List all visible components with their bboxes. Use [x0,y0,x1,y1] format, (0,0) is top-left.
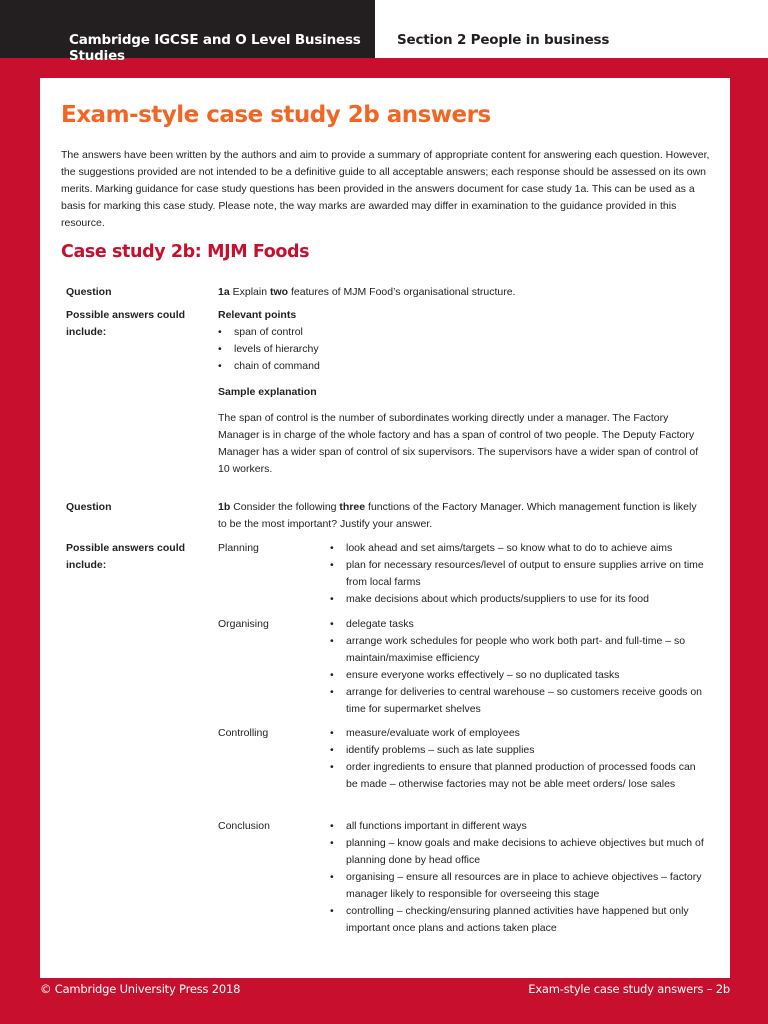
answers-label-1b: Possible answers could include: [66,542,186,571]
function-name-conclusion: Conclusion [218,820,270,832]
list-item: • arrange work schedules for people who work both part- and full-time – so maintain/maximise efficiency [330,633,705,667]
list-item: • planning – know goals and make decisions to achieve objectives but much of planning done by head office [330,835,705,869]
list-item: • span of control [218,324,708,341]
question-text-pre: Explain [232,286,268,298]
header-section-bar [375,0,768,58]
relevant-points-heading: Relevant points [218,309,297,321]
page-title: Exam-style case study 2b answers [61,102,491,128]
organising-points [330,616,705,718]
intro-paragraph: The answers have been written by the authors and aim to provide a summary of appropriate content for answering each question. However, the suggestions provided are not intended to be a definitive guide to all acceptable answers; each response should be assessed on its own merits. Marking guidance for case study questions has been provided in the answers document for case study 1a. This can be used as a basis for marking this case study. Please note, the way marks are awarded may differ in examination to the guidance provided in this resource. [61,149,710,229]
answers-label-1a: Possible answers could include: [66,309,186,338]
list-item: • look ahead and set aims/targets – so know what to do to achieve aims [330,540,705,557]
footer-page-label: Exam-style case study answers – 2b [528,982,730,996]
list-item: • plan for necessary resources/level of output to ensure supplies arrive on time from local farms [330,557,705,591]
section-title: Section 2 People in business [397,32,610,48]
question-text-post: features of MJM Food’s organisational structure. [290,286,516,298]
function-name-organising: Organising [218,618,269,630]
footer-copyright: © Cambridge University Press 2018 [40,982,241,996]
list-item: • delegate tasks [330,616,705,633]
list-item: • identify problems – such as late supplies [330,742,705,759]
question-text-emphasis: two [269,286,289,298]
question-text-pre: Consider the following [233,501,337,513]
function-name-controlling: Controlling [218,727,269,739]
list-item: • order ingredients to ensure that planned production of processed foods can be made – otherwise factories may not be able meet orders/ lose sales [330,759,705,793]
question-text-post: functions of the Factory Manager. Which management function is likely to be the most important? Justify your answer. [218,501,697,530]
list-item: • ensure everyone works effectively – so no duplicated tasks [330,667,705,684]
controlling-points [330,725,705,793]
list-item: • controlling – checking/ensuring planned activities have happened but only important once plans and actions taken place [330,903,705,937]
content-card [40,78,730,978]
header-book-bar [0,0,375,64]
case-study-title: Case study 2b: MJM Foods [61,242,310,262]
question-label-1b: Question [66,501,112,513]
list-item: • organising – ensure all resources are in place to achieve objectives – factory manager likely to responsible for overseeing this stage [330,869,705,903]
function-name-planning: Planning [218,542,259,554]
book-title: Cambridge IGCSE and O Level Business Studies [69,32,361,64]
question-text-1a [218,284,708,301]
question-number-1a: 1a [218,286,230,298]
planning-points [330,540,705,608]
answers-table [40,78,730,978]
question-text-1b [218,499,708,533]
sample-explanation-text: The span of control is the number of subordinates working directly under a manager. The Factory Manager is in charge of the whole factory and has a span of control of two people. The Deputy Factory Manager has a wider span of control of six supervisors. The supervisors have a wider span of control of 10 workers. [218,412,699,475]
answers-1a [218,307,708,478]
conclusion-points [330,818,705,937]
list-item: • all functions important in different ways [330,818,705,835]
list-item: • chain of command [218,358,708,375]
list-item: • measure/evaluate work of employees [330,725,705,742]
question-text-emphasis: three [339,501,366,513]
question-number-1b: 1b [218,501,231,513]
sample-explanation-heading: Sample explanation [218,386,317,398]
relevant-points-list [218,324,708,375]
list-item: • levels of hierarchy [218,341,708,358]
question-label-1a: Question [66,286,112,298]
list-item: • make decisions about which products/suppliers to use for its food [330,591,705,608]
list-item: • arrange for deliveries to central warehouse – so customers receive goods on time for supermarket shelves [330,684,705,718]
